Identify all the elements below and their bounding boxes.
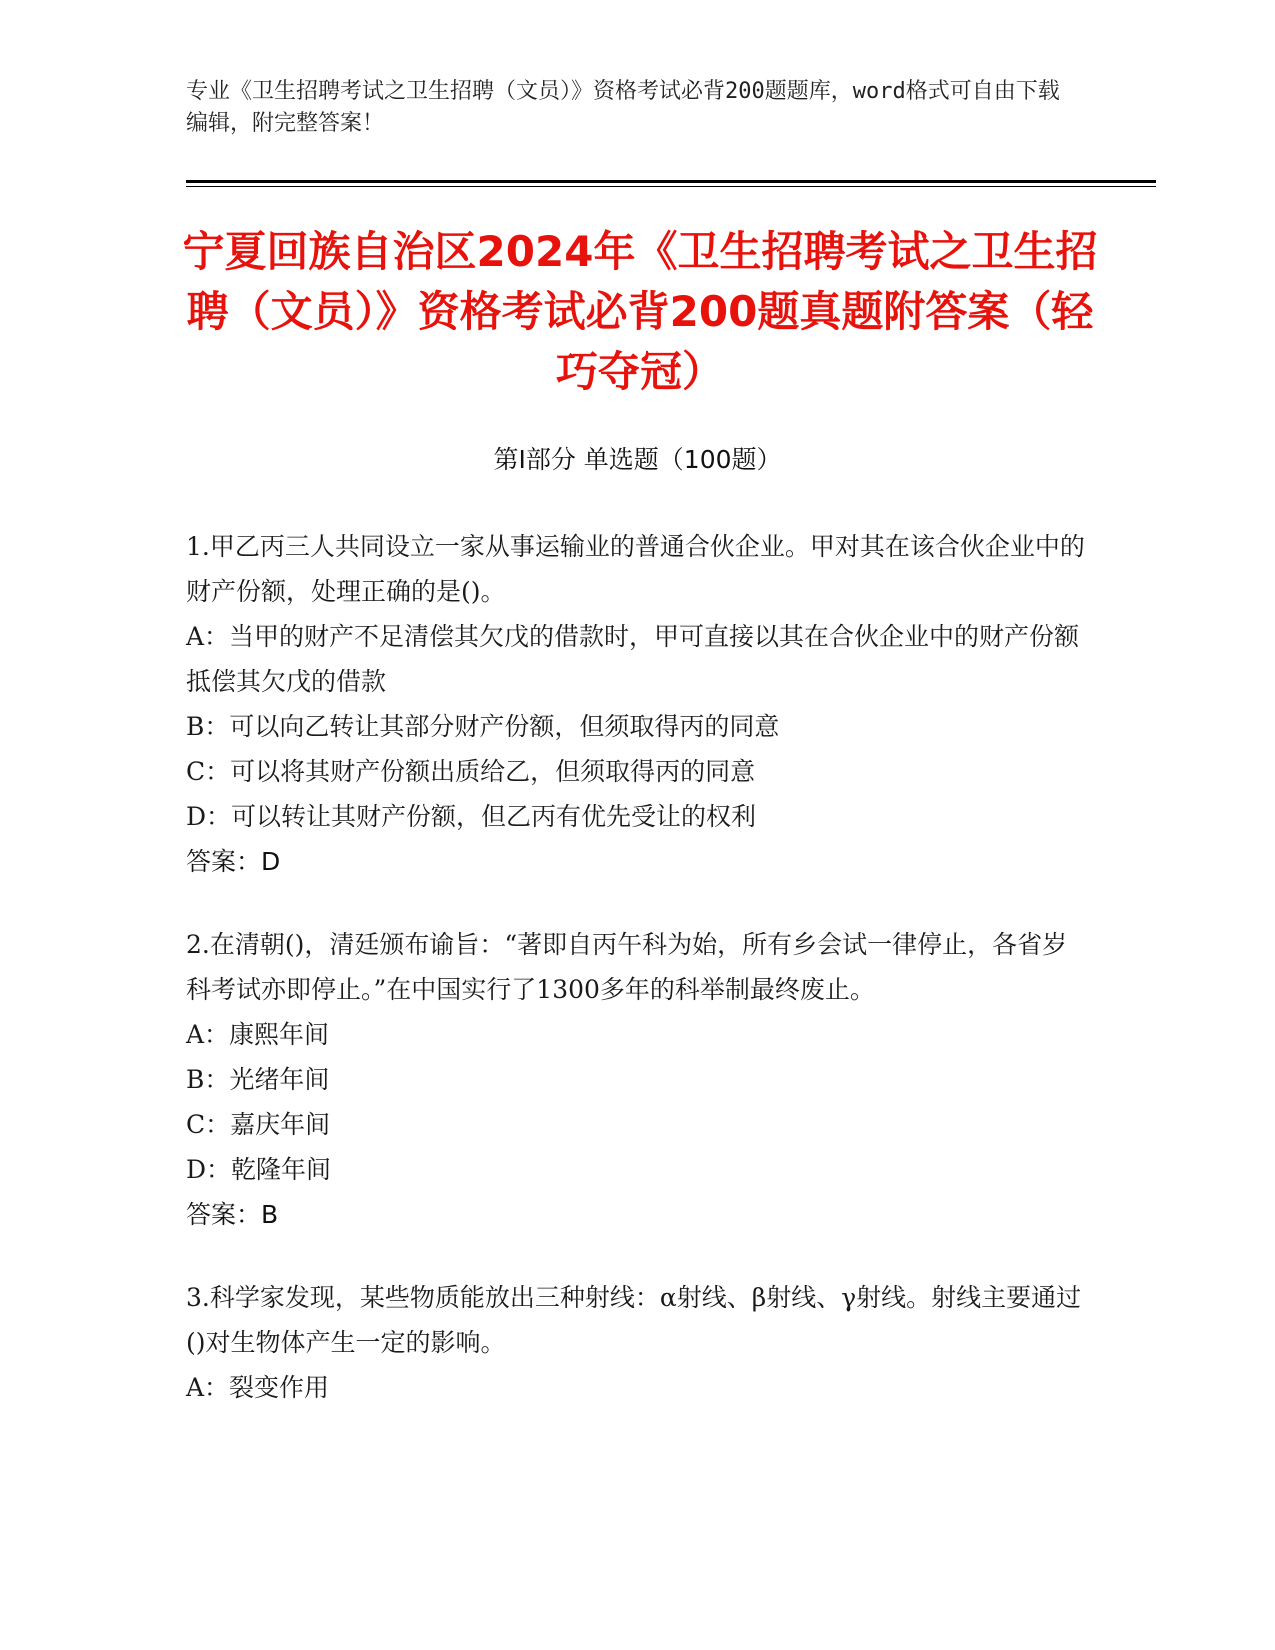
question-stem: 2.在清朝()，清廷颁布谕旨：“著即自丙午科为始，所有乡会试一律停止，各省岁科考试亦即停止。”在中国实行了1300多年的科举制最终废止。 [186, 930, 1068, 1004]
option-c: C：可以将其财产份额出质给乙，但须取得丙的同意 [186, 757, 756, 786]
document-title: 宁夏回族自治区2024年《卫生招聘考试之卫生招聘（文员）》资格考试必背200题真题附答案（轻巧夺冠） [182, 227, 1098, 396]
header-divider-thin [186, 186, 1156, 187]
option-b: B：光绪年间 [186, 1065, 330, 1094]
question-item [186, 922, 1086, 1237]
option-c: C：嘉庆年间 [186, 1110, 331, 1139]
question-item [186, 1275, 1086, 1410]
option-a: A：康熙年间 [186, 1020, 330, 1049]
option-d: D：乾隆年间 [186, 1155, 332, 1184]
header-divider-thick [186, 180, 1156, 183]
question-list [186, 524, 1086, 1448]
section-title: 第I部分 单选题（100题） [493, 445, 782, 474]
option-d: D：可以转让其财产份额，但乙丙有优先受让的权利 [186, 802, 757, 831]
answer: 答案：B [186, 1200, 279, 1229]
question-stem: 3.科学家发现，某些物质能放出三种射线：α射线、β射线、γ射线。射线主要通过()对生物体产生一定的影响。 [186, 1283, 1082, 1357]
option-b: B：可以向乙转让其部分财产份额，但须取得丙的同意 [186, 712, 780, 741]
answer: 答案：D [186, 847, 281, 876]
question-stem: 1.甲乙丙三人共同设立一家从事运输业的普通合伙企业。甲对其在该合伙企业中的财产份额，处理正确的是()。 [186, 532, 1085, 606]
option-a: A：当甲的财产不足清偿其欠戊的借款时，甲可直接以其在合伙企业中的财产份额抵偿其欠戊的借款 [186, 622, 1080, 696]
question-item [186, 524, 1086, 884]
header-note: 专业《卫生招聘考试之卫生招聘（文员）》资格考试必背200题题库，word格式可自由下载编辑，附完整答案！ [186, 79, 1060, 136]
option-a: A：裂变作用 [186, 1373, 330, 1402]
